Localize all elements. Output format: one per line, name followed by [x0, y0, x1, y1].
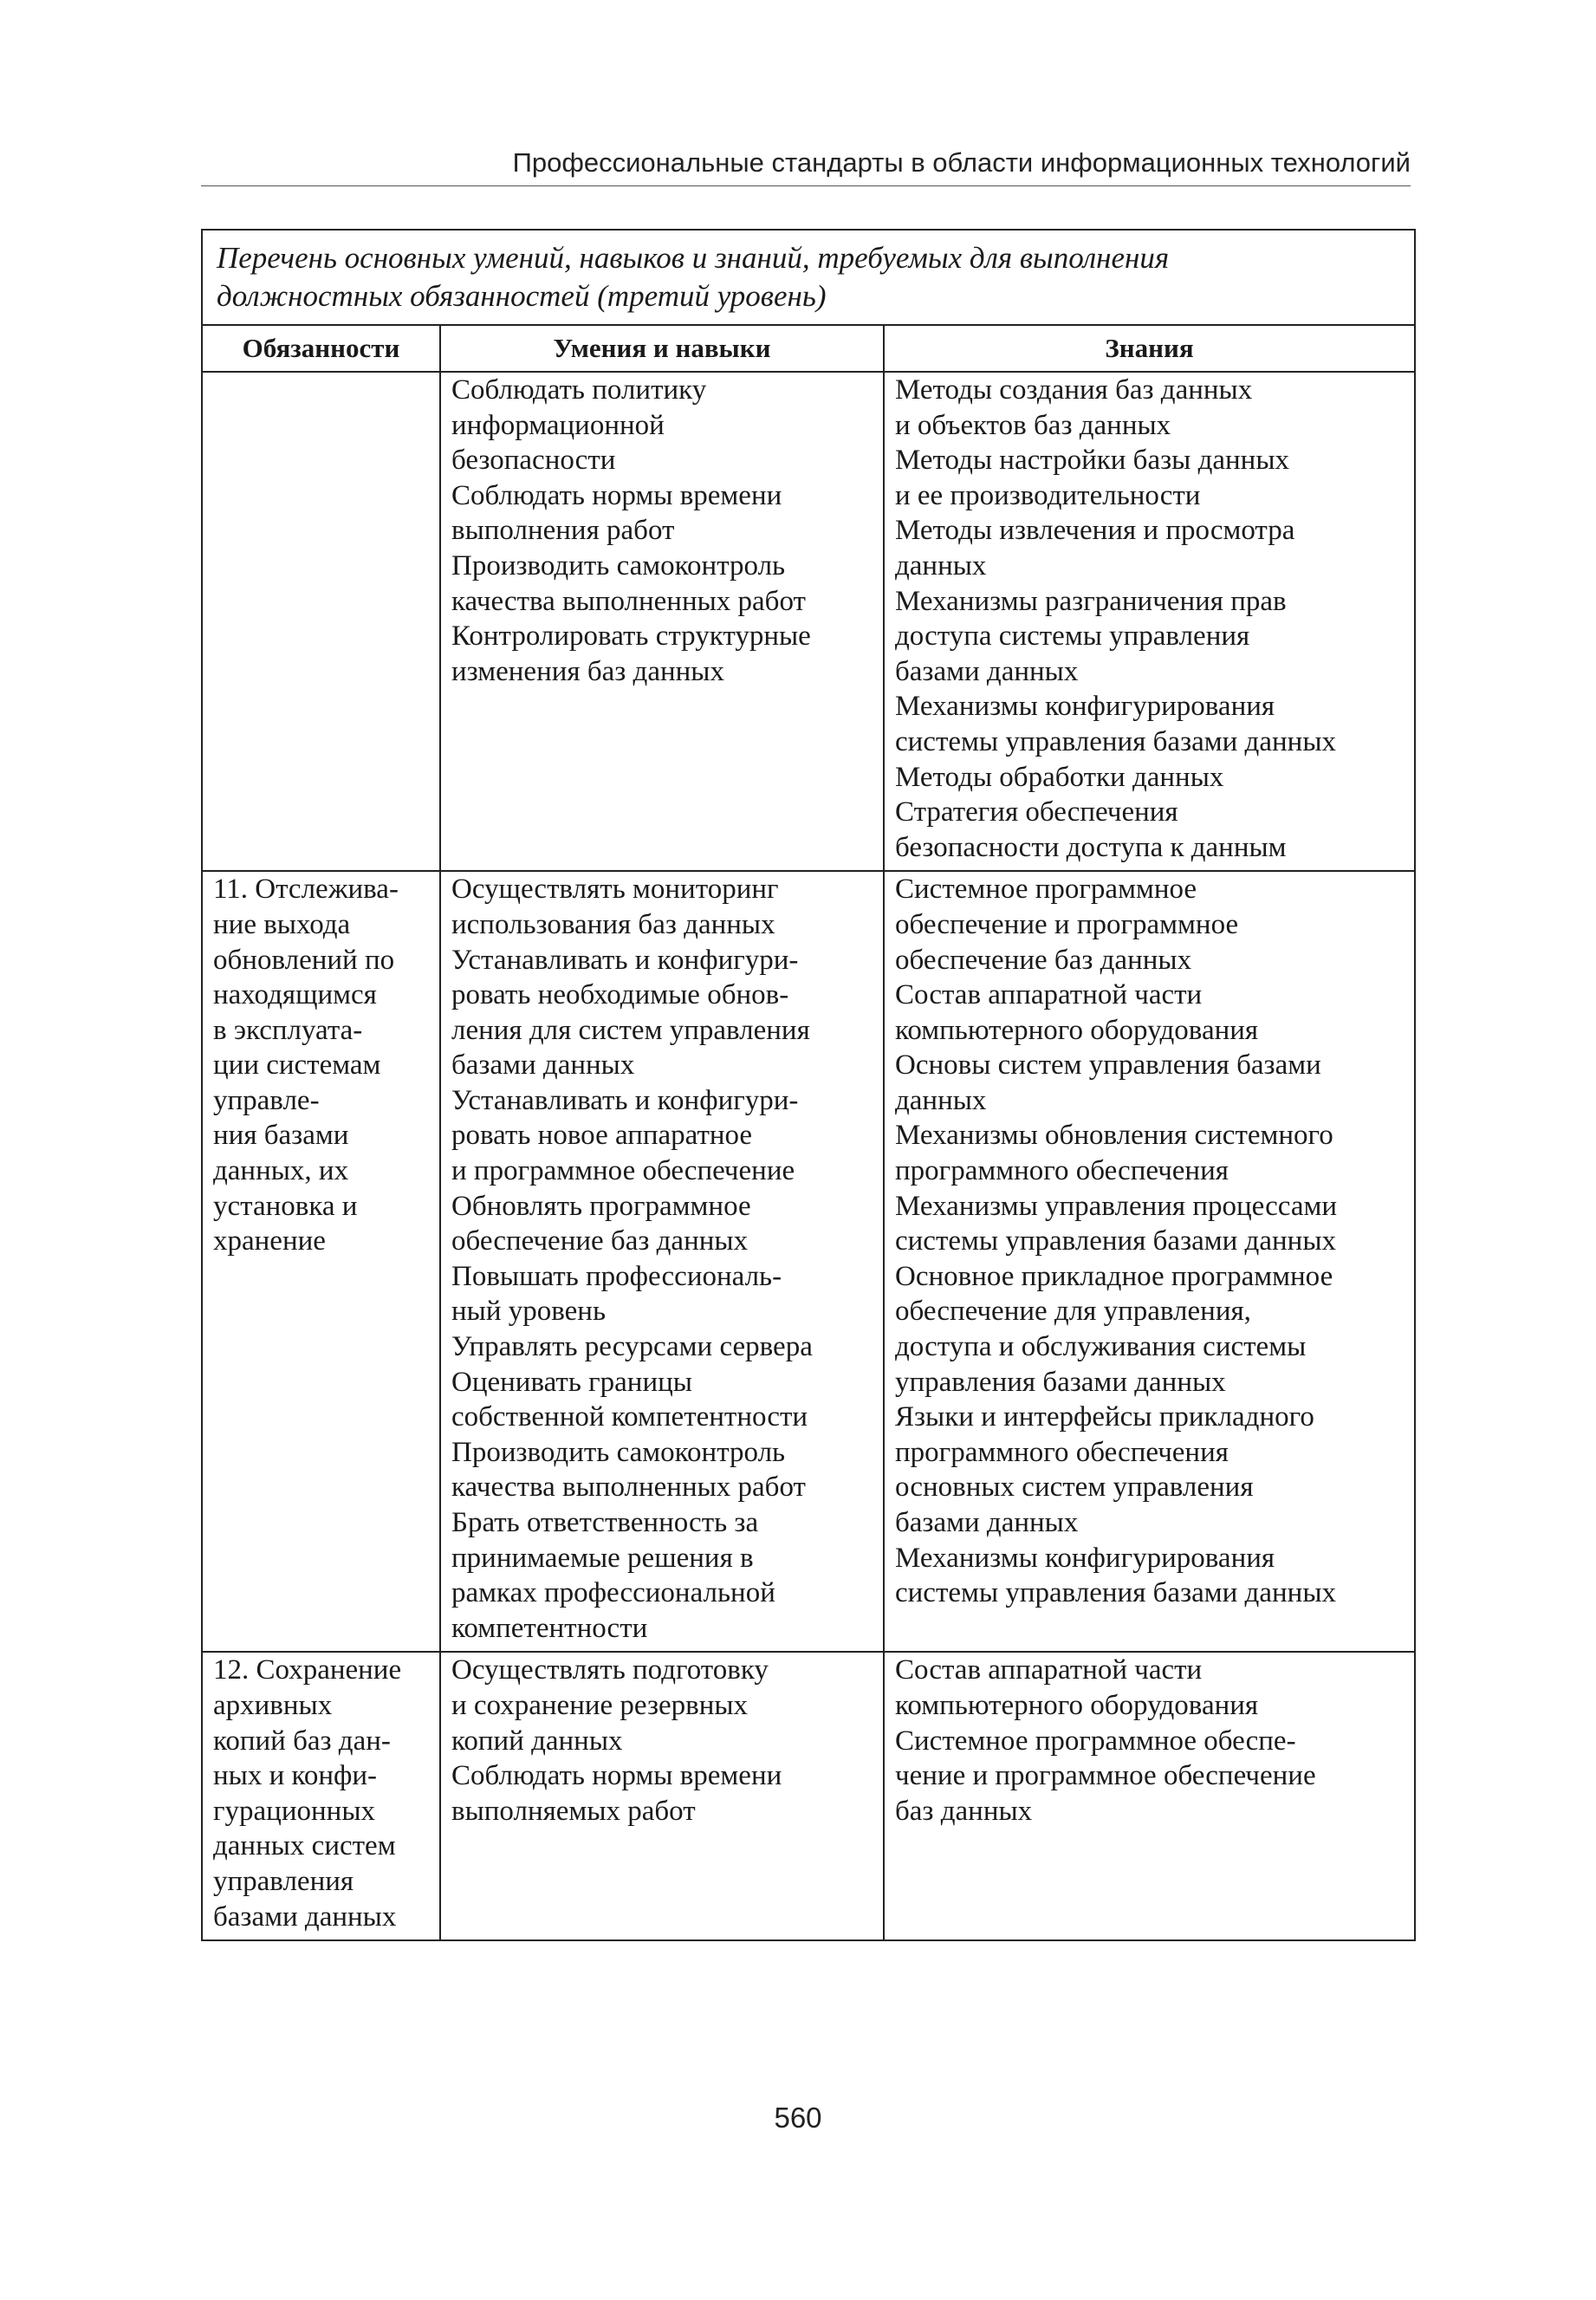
cell-text-line: программного обеспечения: [895, 1436, 1229, 1468]
cell-text-line: Системное программное: [895, 874, 1197, 906]
cell-text-line: ции системам: [213, 1049, 381, 1082]
running-header: Профессиональные стандарты в области информационных технологий: [512, 147, 1411, 178]
cell-text-line: хранение: [213, 1225, 326, 1257]
table-caption: [202, 230, 1415, 325]
cell-text-line: управления базами данных: [895, 1366, 1226, 1398]
cell-text-line: данных, их: [213, 1155, 349, 1187]
cell-text-line: собственной компетентности: [451, 1401, 808, 1433]
cell-text-line: принимаемые решения в: [451, 1542, 754, 1574]
table-header-row: [202, 325, 1415, 372]
cell-text-line: ных и конфи-: [213, 1760, 378, 1792]
cell-text-line: и программное обеспечение: [451, 1155, 795, 1187]
cell-text-line: Механизмы обновления системного: [895, 1120, 1333, 1152]
cell-text-line: Методы извлечения и просмотра: [895, 515, 1295, 547]
cell-text-line: Стратегия обеспечения: [895, 796, 1178, 828]
cell-text-line: данных: [895, 549, 987, 581]
cell-text-line: управле-: [213, 1084, 320, 1116]
cell-text-line: копий баз дан-: [213, 1725, 391, 1757]
cell-text-line: Устанавливать и конфигури-: [451, 944, 799, 976]
cell-text-line: Производить самоконтроль: [451, 1436, 786, 1468]
table-row: [202, 1652, 1415, 1940]
cell-text-line: изменения баз данных: [451, 655, 724, 687]
knowledge-cell: [884, 871, 1415, 1652]
cell-text-line: рамках профессиональной: [451, 1577, 775, 1609]
skills-cell: [440, 372, 884, 871]
cell-text-line: обеспечение для управления,: [895, 1296, 1251, 1328]
cell-text-line: в эксплуата-: [213, 1014, 363, 1046]
cell-text-line: Обновлять программное: [451, 1190, 751, 1222]
column-header-duties: Обязанности: [202, 325, 440, 372]
cell-text-line: баз данных: [895, 1795, 1033, 1827]
cell-text-line: информационной: [451, 409, 665, 441]
cell-text-line: ровать новое аппаратное: [451, 1120, 753, 1152]
cell-text-line: базами данных: [895, 1507, 1079, 1538]
cell-text-line: основных систем управления: [895, 1472, 1254, 1504]
header-rule: [201, 185, 1411, 186]
cell-text-line: доступа и обслуживания системы: [895, 1331, 1307, 1363]
cell-text-line: выполнения работ: [451, 515, 675, 547]
cell-text-line: использования баз данных: [451, 908, 775, 940]
cell-text-line: ние выхода: [213, 908, 351, 940]
knowledge-cell: [884, 372, 1415, 871]
cell-text-line: управления: [213, 1865, 354, 1897]
table-caption-row: [202, 230, 1415, 325]
cell-text-line: Состав аппаратной части: [895, 1654, 1203, 1686]
cell-text-line: обновлений по: [213, 944, 395, 976]
cell-text-line: 11. Отслежива-: [213, 874, 399, 906]
cell-text-line: Производить самоконтроль: [451, 549, 786, 581]
cell-text-line: выполняемых работ: [451, 1795, 696, 1827]
table-caption-line: Перечень основных умений, навыков и знаний, требуемых для выполнения: [217, 241, 1170, 275]
cell-text-line: Брать ответственность за: [451, 1507, 759, 1538]
cell-text-line: базами данных: [895, 655, 1079, 687]
cell-text-line: Контролировать структурные: [451, 620, 811, 653]
cell-text-line: безопасности: [451, 445, 616, 477]
cell-text-line: Механизмы конфигурирования: [895, 691, 1275, 723]
cell-text-line: Осуществлять подготовку: [451, 1654, 769, 1686]
cell-text-line: Повышать профессиональ-: [451, 1260, 782, 1292]
cell-text-line: Основное прикладное программное: [895, 1260, 1333, 1292]
cell-text-line: данных: [895, 1084, 987, 1116]
cell-text-line: и объектов баз данных: [895, 409, 1171, 441]
duties-cell: [202, 871, 440, 1652]
competency-table: [201, 229, 1416, 1941]
cell-text-line: Системное программное обеспе-: [895, 1725, 1296, 1757]
knowledge-cell: [884, 1652, 1415, 1940]
cell-text-line: Механизмы разграничения прав: [895, 585, 1287, 617]
cell-text-line: программного обеспечения: [895, 1155, 1229, 1187]
cell-text-line: Механизмы конфигурирования: [895, 1542, 1275, 1574]
cell-text-line: базами данных: [213, 1900, 397, 1933]
cell-text-line: гурационных: [213, 1795, 375, 1827]
cell-text-line: Соблюдать нормы времени: [451, 1760, 782, 1792]
duties-cell: [202, 372, 440, 871]
cell-text-line: компьютерного оборудования: [895, 1689, 1259, 1721]
column-header-skills: Умения и навыки: [440, 325, 884, 372]
cell-text-line: качества выполненных работ: [451, 585, 806, 617]
table-row: [202, 871, 1415, 1652]
cell-text-line: безопасности доступа к данным: [895, 831, 1287, 863]
cell-text-line: и ее производительности: [895, 479, 1201, 511]
column-header-knowledge: Знания: [884, 325, 1415, 372]
cell-text-line: копий данных: [451, 1725, 623, 1757]
cell-text-line: архивных: [213, 1689, 333, 1721]
cell-text-line: Управлять ресурсами сервера: [451, 1331, 813, 1363]
cell-text-line: Основы систем управления базами: [895, 1049, 1321, 1082]
cell-text-line: системы управления базами данных: [895, 1225, 1336, 1257]
table-body: [202, 372, 1415, 1940]
cell-text-line: чение и программное обеспечение: [895, 1760, 1316, 1792]
cell-text-line: установка и: [213, 1190, 358, 1222]
table-row: [202, 372, 1415, 871]
cell-text-line: обеспечение баз данных: [451, 1225, 749, 1257]
cell-text-line: базами данных: [451, 1049, 635, 1082]
cell-text-line: ный уровень: [451, 1296, 606, 1328]
table-caption-line: должностных обязанностей (третий уровень): [217, 279, 827, 313]
cell-text-line: Осуществлять мониторинг: [451, 874, 779, 906]
cell-text-line: находящимся: [213, 979, 377, 1011]
cell-text-line: ровать необходимые обнов-: [451, 979, 789, 1011]
cell-text-line: Языки и интерфейсы прикладного: [895, 1401, 1314, 1433]
skills-cell: [440, 1652, 884, 1940]
cell-text-line: компетентности: [451, 1612, 648, 1644]
cell-text-line: Оценивать границы: [451, 1366, 692, 1398]
cell-text-line: системы управления базами данных: [895, 725, 1336, 757]
cell-text-line: компьютерного оборудования: [895, 1014, 1259, 1046]
cell-text-line: ния базами: [213, 1120, 349, 1152]
cell-text-line: Устанавливать и конфигури-: [451, 1084, 799, 1116]
cell-text-line: Соблюдать нормы времени: [451, 479, 782, 511]
cell-text-line: и сохранение резервных: [451, 1689, 749, 1721]
cell-text-line: системы управления базами данных: [895, 1577, 1336, 1609]
skills-cell: [440, 871, 884, 1652]
cell-text-line: Соблюдать политику: [451, 374, 707, 406]
cell-text-line: доступа системы управления: [895, 620, 1250, 653]
duties-cell: [202, 1652, 440, 1940]
cell-text-line: обеспечение и программное: [895, 908, 1239, 940]
cell-text-line: 12. Сохранение: [213, 1654, 402, 1686]
cell-text-line: Методы настройки базы данных: [895, 445, 1290, 477]
cell-text-line: данных систем: [213, 1830, 396, 1862]
cell-text-line: Методы обработки данных: [895, 761, 1224, 793]
page-number: 560: [774, 2102, 822, 2134]
cell-text-line: обеспечение баз данных: [895, 944, 1192, 976]
cell-text-line: Состав аппаратной части: [895, 979, 1203, 1011]
cell-text-line: Механизмы управления процессами: [895, 1190, 1338, 1222]
cell-text-line: качества выполненных работ: [451, 1472, 806, 1504]
cell-text-line: Методы создания баз данных: [895, 374, 1253, 406]
cell-text-line: ления для систем управления: [451, 1014, 810, 1046]
